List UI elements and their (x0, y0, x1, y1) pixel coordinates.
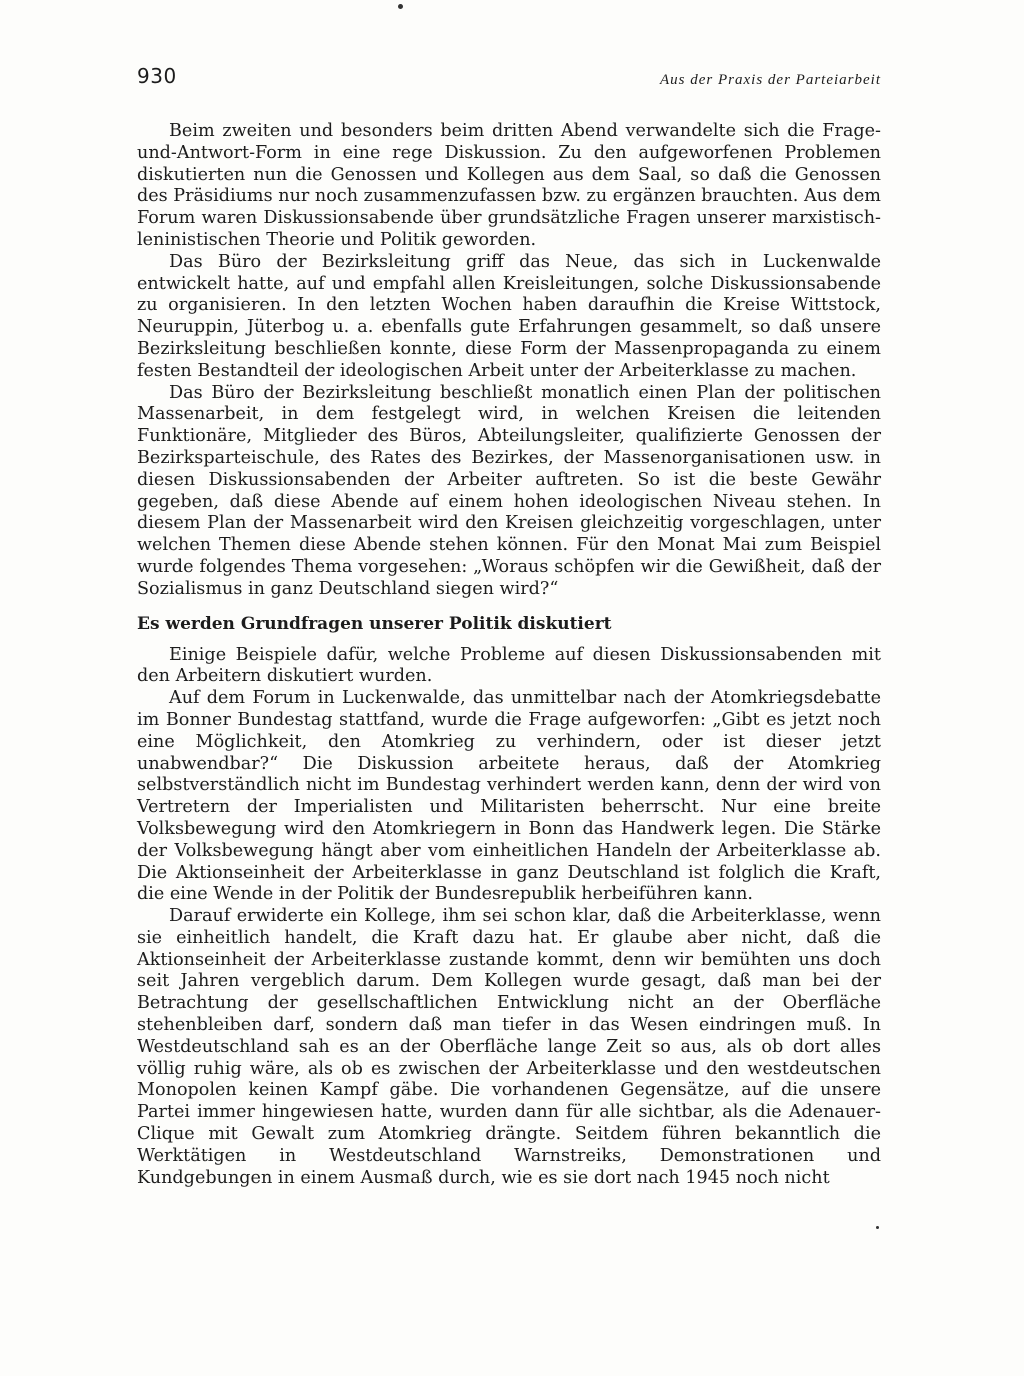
article-body (137, 121, 881, 1189)
print-speck (876, 1226, 879, 1229)
running-head: Aus der Praxis der Parteiarbeit (660, 72, 881, 88)
paragraph: Das Büro der Bezirksleitung griff das Neue, das sich in Luckenwalde entwickelt hatte, auf und empfahl allen Kreisleitungen, solche Diskussionsabende zu organisieren. In den letzten Wochen haben daraufhin die Kreise Wittstock, Neuruppin, Jüterbog u. a. ebenfalls gute Erfahrungen gesammelt, so daß unsere Bezirksleitung beschließen konnte, diese Form der Massenpropaganda zu einem festen Bestandteil der ideologischen Arbeit unter der Arbeiterklasse zu machen. (137, 251, 881, 381)
page-header (137, 64, 881, 94)
paragraph: Darauf erwiderte ein Kollege, ihm sei schon klar, daß die Arbeiterklasse, wenn sie einheitlich handelt, die Kraft dazu hat. Er glaube aber nicht, daß die Aktionseinheit der Arbeiterklasse zustande kommt, denn wir bemühten uns doch seit Jahren vergeblich darum. Dem Kollegen wurde gesagt, daß man bei der Betrachtung der gesellschaftlichen Entwicklung nicht an der Oberfläche stehenbleiben darf, sondern daß man tiefer in das Wesen eindringen muß. In Westdeutschland sah es an der Oberfläche lange Zeit so aus, als ob dort alles völlig ruhig wäre, als ob es zwischen der Arbeiterklasse und den westdeutschen Monopolen keinen Kampf gäbe. Die vorhandenen Gegensätze, auf die unsere Partei immer hingewiesen hatte, wurden dann für alle sichtbar, als die Adenauer-Clique mit Gewalt zum Atomkrieg drängte. Seitdem führen bekanntlich die Werktätigen in Westdeutschland Warnstreiks, Demonstrationen und Kundgebungen in einem Ausmaß durch, wie es sie dort nach 1945 noch nicht (137, 906, 881, 1188)
paragraph: Das Büro der Bezirksleitung beschließt monatlich einen Plan der politischen Massenarbeit, in dem festgelegt wird, in welchen Kreisen die leitenden Funktionäre, Mitglieder des Büros, Abteilungsleiter, qualifizierte Genossen der Bezirksparteischule, des Rates des Bezirkes, der Massenorganisationen usw. in diesen Diskussionsabenden der Arbeiter auftreten. So ist die beste Gewähr gegeben, daß diese Abende auf einem hohen ideologischen Niveau stehen. In diesem Plan der Massenarbeit wird den Kreisen gleichzeitig vorgeschlagen, unter welchen Themen diese Abende stehen können. Für den Monat Mai zum Beispiel wurde folgendes Thema vorgesehen: „Woraus schöpfen wir die Gewißheit, daß der Sozialismus in ganz Deutschland siegen wird?“ (137, 382, 881, 599)
page-number: 930 (137, 64, 177, 88)
print-speck (398, 4, 403, 9)
paragraph: Einige Beispiele dafür, welche Probleme auf diesen Diskussionsabenden mit den Arbeitern diskutiert wurden. (137, 644, 881, 687)
paragraph: Auf dem Forum in Luckenwalde, das unmittelbar nach der Atomkriegsdebatte im Bonner Bundestag stattfand, wurde die Frage aufgeworfen: „Gibt es jetzt noch eine Möglichkeit, den Atomkrieg zu verhindern, oder ist dieser jetzt unabwendbar?“ Die Diskussion arbeitete heraus, daß der Atomkrieg selbstverständlich nicht im Bundestag verhindert werden kann, denn der wird von Vertretern der Imperialisten und Militaristen beherrscht. Nur eine breite Volksbewegung wird den Atomkriegern in Bonn das Handwerk legen. Die Stärke der Volksbewegung hängt aber vom einheitlichen Handeln der Arbeiterklasse ab. Die Aktionseinheit der Arbeiterklasse in ganz Deutschland ist folglich die Kraft, die eine Wende in der Politik der Bundesrepublik herbeiführen kann. (137, 688, 881, 905)
section-heading: Es werden Grundfragen unserer Politik diskutiert (137, 613, 612, 634)
paragraph: Beim zweiten und besonders beim dritten Abend verwandelte sich die Frage- und-Antwort-Form in eine rege Diskussion. Zu den aufgeworfenen Problemen diskutierten nun die Genossen und Kollegen aus dem Saal, so daß die Genossen des Präsidiums nur noch zusammenzufassen bzw. zu ergänzen brauchten. Aus dem Forum waren Diskussionsabende über grundsätzliche Fragen unserer marxistisch-leninistischen Theorie und Politik geworden. (137, 121, 881, 250)
